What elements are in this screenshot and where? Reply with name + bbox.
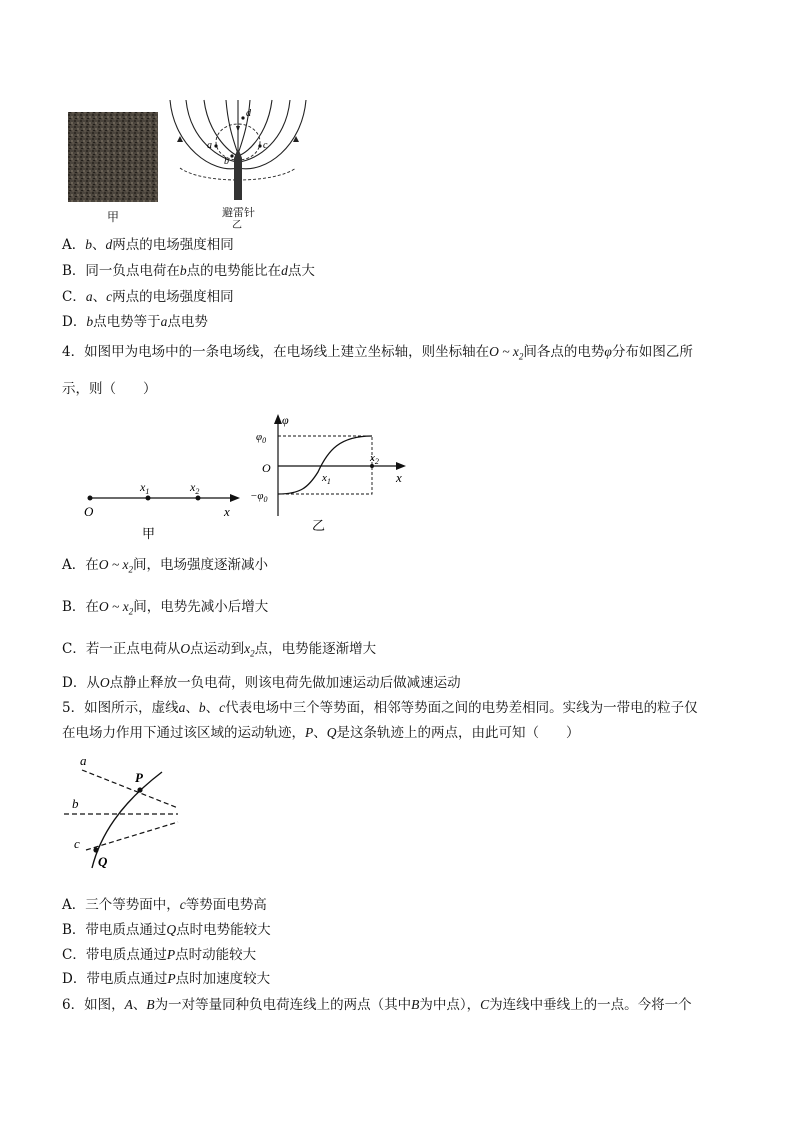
point-P: [137, 787, 142, 792]
jia-x: x: [224, 504, 230, 519]
yi-x2sub: 2: [374, 457, 379, 466]
lightning-rod: [234, 148, 242, 200]
q4-option-a: A．在O ~ $x_2$间，电场强度逐渐减小: [62, 557, 269, 575]
q3-option-c: C．a、c两点的电场强度相同: [62, 289, 234, 305]
q5-stem-line1: 5．如图所示，虚线a、b、c代表电场中三个等势面，相邻等势面之间的电势差相同。实线为一带电的粒子仅: [62, 700, 698, 716]
point-Q: [93, 847, 98, 852]
jia-label: 甲: [142, 526, 156, 541]
jia-x2sub: 2: [195, 487, 200, 496]
q5-option-c: C．带电质点通过P点时动能较大: [62, 947, 257, 963]
jia-O: O: [84, 504, 94, 519]
fig-label-yi: 乙: [232, 220, 242, 231]
pt-b-label: b: [224, 156, 229, 167]
q4-stem-line2: 示，则（ ）: [62, 381, 157, 397]
fig-label-rod: 避雷针: [222, 206, 255, 219]
svg-text:φ0: [256, 431, 266, 445]
svg-text:x1: [321, 472, 331, 486]
yi-x1sub: 1: [326, 477, 331, 486]
yi-neg-phi0sub: 0: [263, 495, 268, 504]
yi-phi0sub: 0: [262, 436, 267, 445]
q6-stem-line1: 6．如图，A、B为一对等量同种负电荷连线上的两点（其中B为中点），C为连线中垂线上的一点。今将一个: [62, 997, 692, 1013]
q4-figure-yi: [250, 410, 420, 536]
svg-text:x2: [369, 452, 379, 466]
q3-option-d: D．b点电势等于a点电势: [62, 314, 208, 330]
label-c: c: [74, 836, 80, 851]
pt-c-label: c: [263, 140, 268, 151]
yi-x2: x: [370, 452, 375, 464]
yi-x: x: [396, 470, 402, 485]
q4-stem-line1: 4．如图甲为电场中的一条电场线，在电场线上建立坐标轴，则坐标轴在O ~ $x_2$间各点的电势φ分布如图乙所: [62, 344, 693, 362]
q4-option-b: B．在O ~ $x_2$间，电势先减小后增大: [62, 599, 269, 617]
label-a: a: [80, 753, 87, 768]
yi-x1: x: [322, 472, 327, 484]
q5-figure: [62, 752, 192, 874]
pt-d-label: d: [246, 108, 251, 119]
q3-figure-svg: [62, 96, 312, 232]
q4-option-c: C．若一正点电荷从O点运动到$x_2$点，电势能逐渐增大: [62, 641, 377, 659]
label-P: P: [135, 770, 143, 785]
svg-text:x2: [189, 480, 199, 496]
photo-jia: [68, 112, 158, 202]
pt-a-label: a: [207, 140, 212, 151]
phi-curve: [278, 436, 372, 494]
yi-label: 乙: [312, 518, 326, 533]
yi-phi: φ: [282, 413, 289, 427]
q3-option-a: A．b、d两点的电场强度相同: [62, 237, 234, 253]
yi-O: O: [262, 461, 271, 475]
q5-stem-line2: 在电场力作用下通过该区域的运动轨迹，P、Q是这条轨迹上的两点，由此可知（ ）: [62, 725, 580, 741]
yi-phi0: φ: [256, 431, 263, 443]
q5-option-a: A．三个等势面中，c等势面电势高: [62, 897, 267, 913]
q4-figure-jia: [80, 476, 250, 546]
svg-text:−φ0: [250, 490, 268, 504]
svg-text:x1: [139, 480, 149, 496]
jia-x1: x: [140, 480, 146, 494]
q3-option-b: B．同一负点电荷在b点的电势能比在d点大: [62, 263, 315, 279]
jia-x2: x: [190, 480, 196, 494]
label-b: b: [72, 796, 79, 811]
q5-option-d: D．带电质点通过P点时加速度较大: [62, 971, 271, 987]
q3-figure: [62, 96, 312, 232]
q4-option-d: D．从O点静止释放一负电荷，则该电荷先做加速运动后做减速运动: [62, 675, 461, 691]
jia-x1sub: 1: [145, 487, 150, 496]
q5-option-b: B．带电质点通过Q点时电势能较大: [62, 922, 271, 938]
label-Q: Q: [98, 854, 108, 869]
yi-neg-phi0: −φ: [250, 490, 264, 502]
equipotential-a: [82, 770, 178, 808]
fig-label-jia: 甲: [107, 210, 120, 224]
